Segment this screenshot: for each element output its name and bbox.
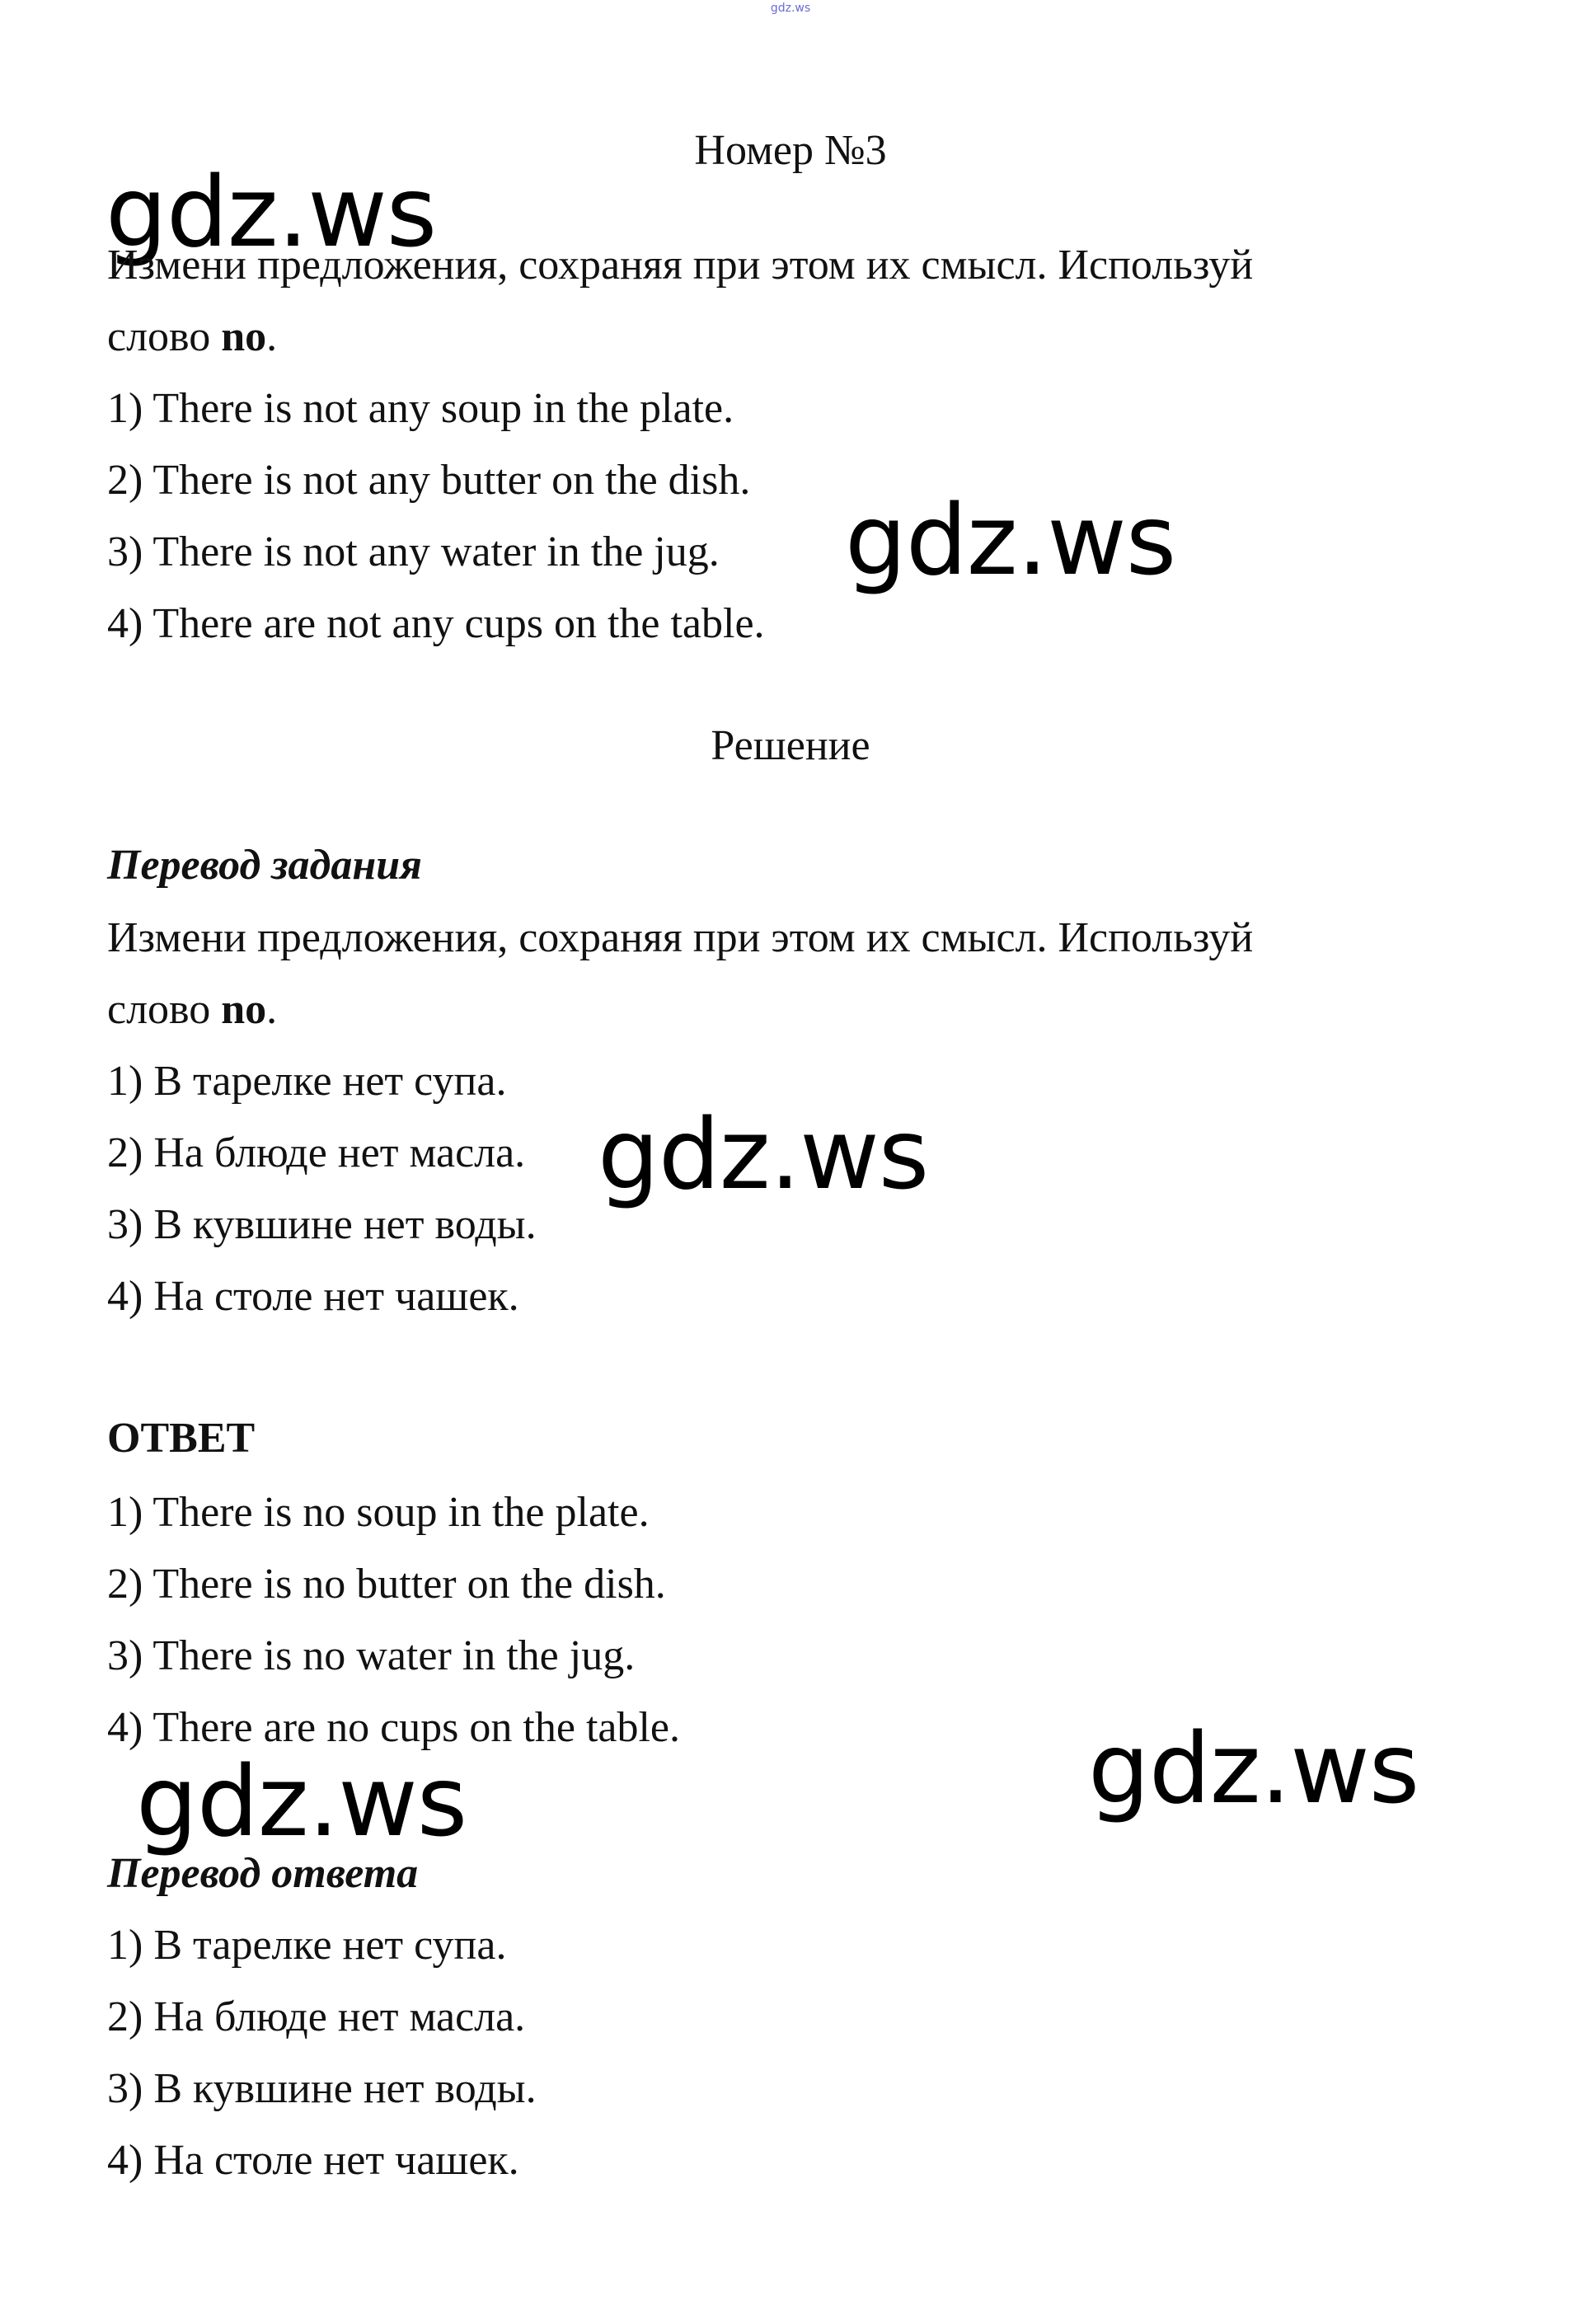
watermark: gdz.ws (1088, 1711, 1419, 1825)
watermark: gdz.ws (136, 1744, 467, 1858)
answer-translation-item: 3) В кувшине нет воды. (107, 2065, 537, 2112)
translation-keyword: no (221, 986, 267, 1033)
translation-item: 2) На блюде нет масла. (107, 1129, 526, 1176)
watermark: gdz.ws (845, 483, 1176, 597)
answer-translation-item: 2) На блюде нет масла. (107, 1993, 526, 2040)
answer-item: 4) There are no cups on the table. (107, 1704, 680, 1751)
translation-item: 4) На столе нет чашек. (107, 1273, 519, 1320)
watermark: gdz.ws (598, 1097, 929, 1211)
task-item: 3) There is not any water in the jug. (107, 528, 720, 575)
translation-text-suffix: . (266, 986, 278, 1033)
translation-heading: Перевод задания (107, 842, 422, 889)
translation-text-line2 (107, 985, 277, 1035)
task-item: 2) There is not any butter on the dish. (107, 457, 751, 504)
answer-translation-item: 1) В тарелке нет супа. (107, 1922, 507, 1969)
watermark: gdz.ws (106, 155, 437, 269)
header-link[interactable]: gdz.ws (770, 2, 811, 15)
answer-item: 3) There is no water in the jug. (107, 1632, 636, 1679)
task-item: 1) There is not any soup in the plate. (107, 385, 734, 432)
task-text-prefix: слово (107, 313, 222, 360)
page-title: Номер №3 (694, 127, 887, 174)
answer-item: 2) There is no butter on the dish. (107, 1561, 666, 1608)
task-text-line1: Измени предложения, сохраняя при этом их смысл. Используй (107, 242, 1254, 289)
task-text-line2 (107, 312, 277, 362)
translation-item: 1) В тарелке нет супа. (107, 1058, 507, 1105)
translation-text-prefix: слово (107, 986, 222, 1033)
answer-translation-item: 4) На столе нет чашек. (107, 2137, 519, 2184)
task-text-suffix: . (266, 313, 278, 360)
task-keyword: no (221, 313, 267, 360)
translation-item: 3) В кувшине нет воды. (107, 1201, 537, 1248)
answer-translation-heading: Перевод ответа (107, 1850, 419, 1897)
task-item: 4) There are not any cups on the table. (107, 600, 765, 647)
translation-text-line1: Измени предложения, сохраняя при этом их смысл. Используй (107, 914, 1254, 961)
answer-item: 1) There is no soup in the plate. (107, 1489, 650, 1536)
solution-label: Решение (711, 722, 870, 769)
answer-heading: ОТВЕТ (107, 1415, 256, 1462)
